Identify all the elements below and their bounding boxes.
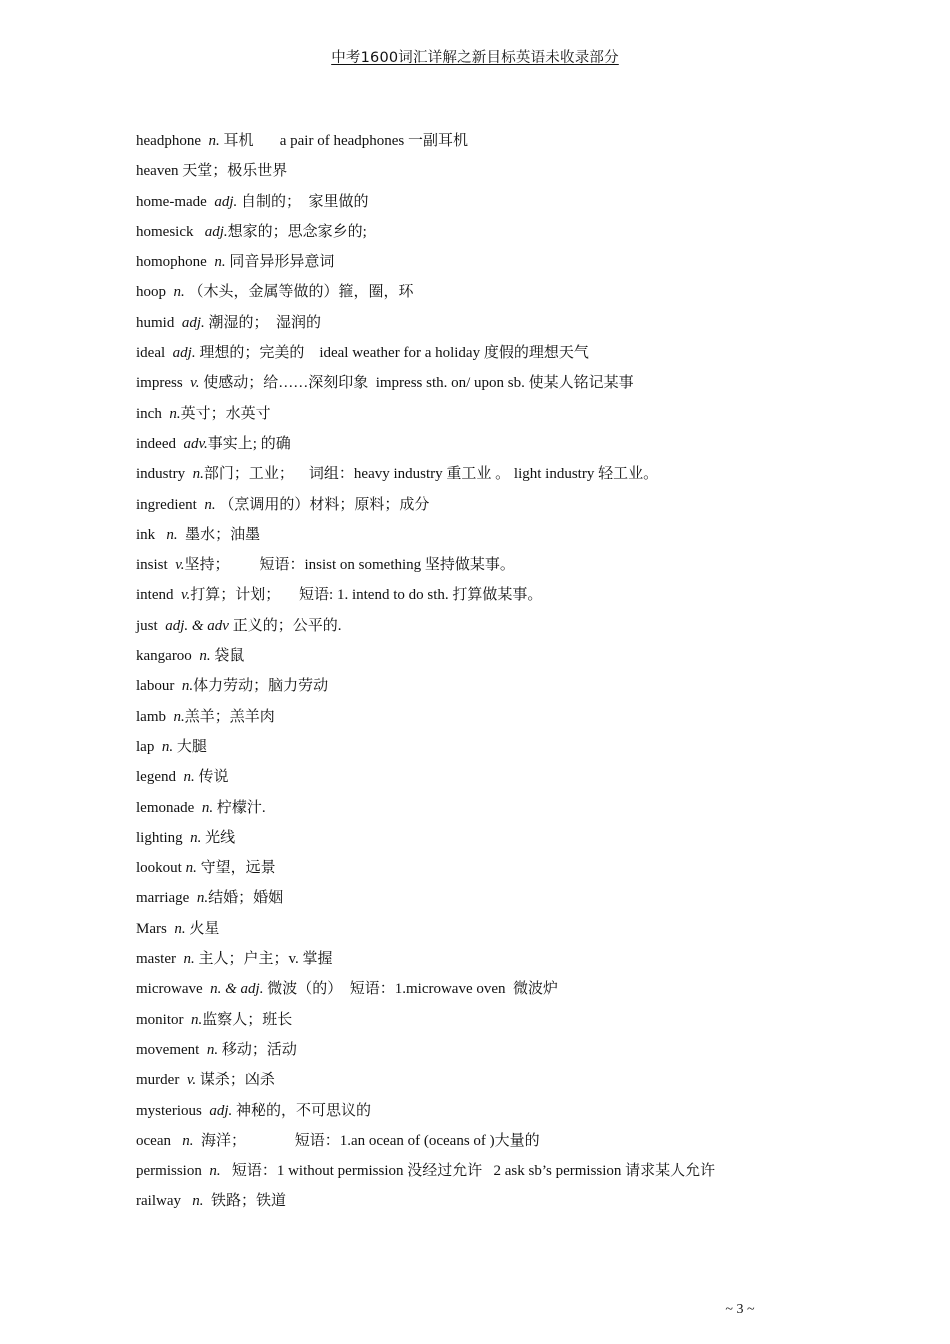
entry-definition: 理想的；完美的 ideal weather for a holiday 度假的理想天气: [195, 345, 589, 362]
entry-word: indeed: [136, 435, 184, 452]
vocab-entry: [136, 797, 796, 827]
entry-definition: 微波（的） 短语：1.microwave oven 微波炉: [263, 981, 559, 998]
vocab-entry: [136, 584, 796, 614]
entry-part-of-speech: n.: [182, 1132, 194, 1149]
vocab-entry: [136, 1190, 796, 1220]
vocab-entry: [136, 706, 796, 736]
entry-definition: 同音异形异意词: [225, 254, 335, 271]
entry-part-of-speech: n.: [166, 526, 178, 543]
vocab-entry: [136, 978, 796, 1008]
entry-word: movement: [136, 1041, 207, 1058]
vocab-entry: [136, 524, 796, 554]
entry-part-of-speech: v.: [175, 557, 185, 574]
entry-part-of-speech: n.: [206, 1041, 219, 1058]
vocab-entry: [136, 372, 796, 402]
vocab-entry: [136, 554, 796, 584]
entry-definition: 神秘的，不可思议的: [232, 1102, 372, 1119]
entry-word: humid: [136, 314, 182, 331]
entry-word: inch: [136, 405, 170, 422]
vocab-entry: [136, 675, 796, 705]
entry-word: ideal: [136, 345, 173, 362]
entry-part-of-speech: n.: [161, 738, 174, 755]
vocab-entry: [136, 130, 796, 160]
entry-definition: （烹调用的）材料；原料；成分: [215, 496, 430, 513]
entry-word: lamb: [136, 708, 174, 725]
vocab-entry: [136, 1130, 796, 1160]
entry-definition: （木头，金属等做的）箍，圈，环: [184, 284, 414, 301]
entry-word: homesick: [136, 223, 205, 240]
vocab-entry: [136, 221, 796, 251]
entry-part-of-speech: n.: [209, 1163, 221, 1180]
entry-part-of-speech: adj. & adv: [165, 617, 229, 634]
entry-part-of-speech: n.: [173, 708, 185, 725]
entry-definition: 短语：1 without permission 没经过允许 2 ask sb’s permission 请求某人允许: [220, 1163, 716, 1180]
entry-word: permission: [136, 1163, 210, 1180]
entry-definition: 英寸；水英寸: [180, 405, 271, 422]
entry-word: ocean: [136, 1132, 183, 1149]
vocab-entry: [136, 1009, 796, 1039]
entry-word: lighting: [136, 829, 191, 846]
entry-definition: 潮湿的； 湿润的: [204, 314, 322, 331]
entry-definition: 事实上; 的确: [207, 435, 291, 452]
vocab-entry: [136, 191, 796, 221]
entry-word: ingredient: [136, 496, 205, 513]
vocab-entry: [136, 827, 796, 857]
entry-word: monitor: [136, 1011, 191, 1028]
page-header: [0, 46, 950, 67]
entry-word: headphone: [136, 133, 209, 149]
entry-part-of-speech: n.: [214, 254, 226, 271]
entry-definition: 墨水；油墨: [177, 526, 261, 543]
vocab-entry: [136, 433, 796, 463]
vocab-entry: [136, 1100, 796, 1130]
entry-word: kangaroo: [136, 648, 200, 665]
entry-part-of-speech: n.: [201, 799, 214, 816]
vocab-entry: [136, 645, 796, 675]
vocab-entry: [136, 494, 796, 524]
entry-definition: 火星: [185, 920, 220, 937]
entry-definition: 移动；活动: [218, 1041, 297, 1058]
vocab-entry: [136, 251, 796, 281]
entry-word: hoop: [136, 284, 174, 301]
vocab-entry: [136, 615, 796, 645]
entry-word: homophone: [136, 254, 215, 271]
vocab-entry: [136, 736, 796, 766]
vocab-entry: [136, 342, 796, 372]
entry-word: mysterious: [136, 1102, 210, 1119]
entry-word: marriage: [136, 890, 197, 907]
entry-definition: 谋杀；凶杀: [196, 1072, 275, 1089]
entry-part-of-speech: n.: [204, 496, 216, 513]
entry-part-of-speech: n.: [190, 829, 202, 846]
entry-definition: 监察人；班长: [202, 1011, 293, 1028]
entry-word: railway: [136, 1193, 193, 1210]
vocab-entry: [136, 312, 796, 342]
entry-word: lap: [136, 738, 162, 755]
entry-part-of-speech: v.: [190, 375, 200, 392]
entry-definition: 部门；工业； 词组：heavy industry 重工业 。 light industry 轻工业。: [203, 466, 659, 483]
vocab-entry: [136, 463, 796, 493]
entry-part-of-speech: adj.: [209, 1102, 233, 1119]
entry-word: master: [136, 951, 184, 968]
entry-word: legend: [136, 769, 184, 786]
entry-definition: 光线: [201, 829, 236, 846]
entry-word: microwave: [136, 981, 211, 998]
entry-part-of-speech: n.: [183, 951, 195, 968]
entry-part-of-speech: adj.: [172, 345, 196, 362]
entry-word: lookout: [136, 860, 186, 877]
vocab-entry: [136, 403, 796, 433]
vocab-entry: [136, 1069, 796, 1099]
entry-definition: 羔羊；羔羊肉: [184, 708, 275, 725]
entry-part-of-speech: n.: [192, 1193, 204, 1210]
entry-definition: 打算；计划； 短语: 1. intend to do sth. 打算做某事。: [190, 587, 543, 604]
vocab-entry: [136, 948, 796, 978]
entry-definition: 大腿: [173, 738, 207, 755]
entry-definition: 自制的； 家里做的: [237, 193, 369, 210]
entry-word: just: [136, 617, 166, 634]
entry-definition: 铁路；铁道: [203, 1193, 286, 1210]
entry-definition: 正义的；公平的.: [228, 617, 342, 634]
vocab-entry: [136, 887, 796, 917]
entry-definition: 天堂；极乐世界: [182, 163, 288, 180]
entry-definition: 体力劳动；脑力劳动: [193, 678, 329, 695]
entry-word: murder: [136, 1072, 187, 1089]
entry-definition: 柠檬汁.: [213, 799, 266, 816]
vocabulary-list: [136, 130, 796, 1221]
entry-definition: 耳机 a pair of headphones 一副耳机: [219, 133, 469, 149]
entry-part-of-speech: n. & adj.: [210, 981, 264, 998]
entry-part-of-speech: adj.: [204, 223, 228, 240]
entry-definition: 主人；户主；v. 掌握: [194, 951, 333, 968]
vocab-entry: [136, 918, 796, 948]
vocab-entry: [136, 160, 796, 190]
entry-part-of-speech: n.: [173, 284, 185, 301]
entry-word: labour: [136, 678, 182, 695]
entry-word: Mars: [136, 920, 175, 937]
page-number: ~ 3 ~: [725, 1302, 755, 1317]
entry-definition: 袋鼠: [210, 648, 245, 665]
entry-word: home-made: [136, 193, 215, 210]
entry-part-of-speech: n.: [192, 466, 204, 483]
vocab-entry: [136, 281, 796, 311]
entry-part-of-speech: adj.: [214, 193, 238, 210]
entry-part-of-speech: n.: [181, 678, 194, 695]
entry-part-of-speech: n.: [183, 769, 195, 786]
entry-word: impress: [136, 375, 191, 392]
entry-part-of-speech: n.: [208, 133, 220, 149]
entry-definition: 传说: [194, 769, 229, 786]
entry-word: industry: [136, 466, 193, 483]
entry-word: heaven: [136, 163, 183, 180]
entry-part-of-speech: v.: [186, 1072, 197, 1089]
entry-part-of-speech: n.: [174, 920, 186, 937]
entry-part-of-speech: adv.: [183, 435, 208, 452]
entry-part-of-speech: v.: [181, 587, 191, 604]
entry-part-of-speech: n.: [185, 860, 197, 877]
entry-part-of-speech: adj.: [181, 314, 205, 331]
entry-word: intend: [136, 587, 181, 604]
entry-word: ink: [136, 526, 167, 543]
vocab-entry: [136, 857, 796, 887]
entry-word: lemonade: [136, 799, 202, 816]
entry-part-of-speech: n.: [191, 1011, 203, 1028]
vocab-entry: [136, 766, 796, 796]
vocab-entry: [136, 1039, 796, 1069]
entry-definition: 守望，远景: [196, 860, 276, 877]
entry-part-of-speech: n.: [169, 405, 181, 422]
entry-definition: 结婚；婚姻: [208, 890, 284, 907]
entry-part-of-speech: n.: [196, 890, 209, 907]
entry-definition: 坚持； 短语：insist on something 坚持做某事。: [184, 557, 515, 574]
entry-definition: 使感动；给……深刻印象 impress sth. on/ upon sb. 使某人铭记某事: [199, 375, 634, 392]
page-title: 中考1600词汇详解之新目标英语未收录部分: [331, 50, 619, 66]
vocab-entry: [136, 1160, 796, 1190]
entry-part-of-speech: n.: [199, 648, 211, 665]
entry-definition: 想家的；思念家乡的;: [227, 223, 367, 240]
entry-definition: 海洋； 短语：1.an ocean of (oceans of )大量的: [193, 1132, 540, 1149]
entry-word: insist: [136, 557, 176, 574]
